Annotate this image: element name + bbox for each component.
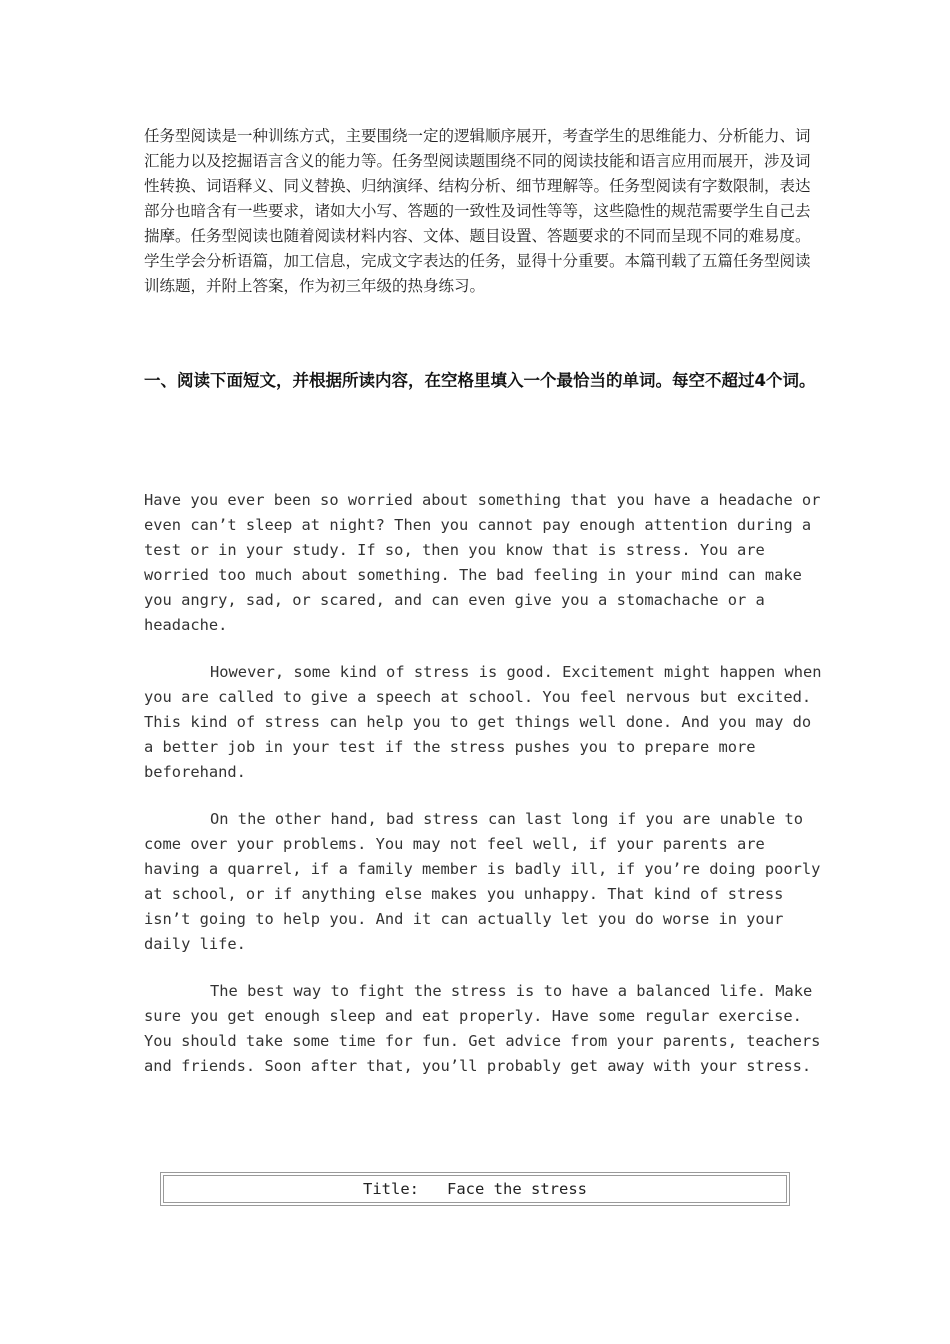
section-heading: 一、阅读下面短文，并根据所读内容，在空格里填入一个最恰当的单词。每空不超过4个词。: [144, 371, 816, 390]
passage-paragraph-3: On the other hand, bad stress can last long if you are unable to come over your problems. You may not feel well, if your parents are having a quarrel, if a family member is badly ill, if you’re doing poorly at school, or if anything else makes you unhappy. That kind of stress isn’t going to help you. And it can actually let you do worse in your daily life.: [144, 810, 830, 953]
table-title-cell: Title: Face the stress: [163, 1175, 787, 1203]
reading-passage: [144, 488, 831, 1101]
passage-paragraph-2: However, some kind of stress is good. Excitement might happen when you are called to give a speech at school. You feel nervous but excited. This kind of stress can help you to get things well done. And you may do a better job in your test if the stress pushes you to prepare more beforehand.: [144, 663, 831, 781]
passage-paragraph-4: The best way to fight the stress is to have a balanced life. Make sure you get enough sleep and eat properly. Have some regular exercise. You should take some time for fun. Get advice from your parents, teachers and friends. Soon after that, you’ll probably get away with your stress.: [144, 982, 830, 1075]
intro-paragraph: 任务型阅读是一种训练方式，主要围绕一定的逻辑顺序展开，考查学生的思维能力、分析能力、词汇能力以及挖掘语言含义的能力等。任务型阅读题围绕不同的阅读技能和语言应用而展开，涉及词性转换、词语释义、同义替换、归纳演绎、结构分析、细节理解等。任务型阅读有字数限制，表达部分也暗含有一些要求，诸如大小写、答题的一致性及词性等等，这些隐性的规范需要学生自己去揣摩。任务型阅读也随着阅读材料内容、文体、题目设置、答题要求的不同而呈现不同的难易度。学生学会分析语篇，加工信息，完成文字表达的任务，显得十分重要。本篇刊载了五篇任务型阅读训练题，并附上答案，作为初三年级的热身练习。: [144, 127, 811, 295]
answer-table: [160, 1172, 790, 1206]
passage-paragraph-1: Have you ever been so worried about something that you have a headache or even can’t sleep at night? Then you cannot pay enough attention during a test or in your study. If so, then you know that is stress. You are worried too much about something. The bad feeling in your mind can make you angry, sad, or scared, and can even give you a stomachache or a headache.: [144, 491, 830, 634]
